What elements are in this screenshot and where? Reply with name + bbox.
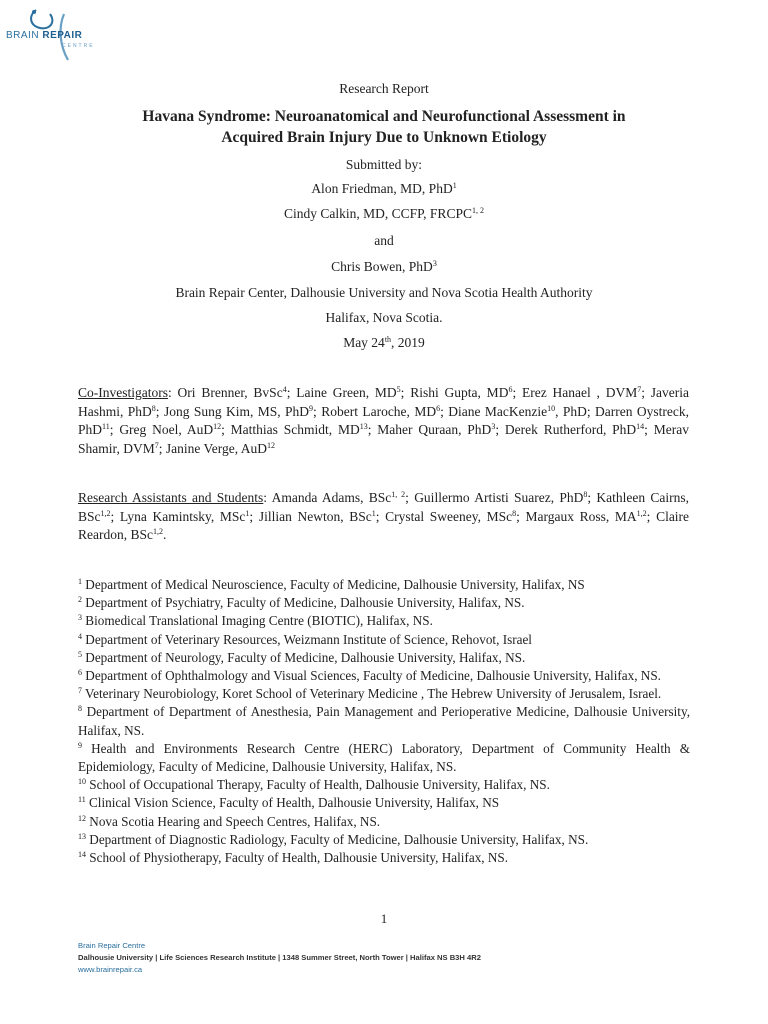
co-investigator-affil: 5 xyxy=(396,385,401,394)
affiliation-text: Department of Department of Anesthesia, Pain Management and Perioperative Medicine, Dalhousie University, Halifax, NS. xyxy=(78,704,690,738)
page-number: 1 xyxy=(380,911,388,926)
research-assistant-affil: 1,2 xyxy=(153,527,163,536)
affiliation-item xyxy=(78,776,690,794)
research-assistant-affil: 1 xyxy=(245,508,250,518)
logo-word-brain: BRAIN xyxy=(6,30,40,41)
affiliation-item xyxy=(78,685,690,703)
affiliation-number: 3 xyxy=(78,613,82,623)
co-investigator-affil: 12 xyxy=(213,422,222,431)
footer-org: Brain Repair Centre xyxy=(78,941,146,950)
affiliation-number: 8 xyxy=(78,704,82,714)
affiliation-item xyxy=(78,831,690,849)
co-investigator-name: Ori Brenner, BvSc xyxy=(177,385,283,400)
affiliation-number: 7 xyxy=(78,686,82,696)
report-date xyxy=(0,335,768,351)
date-year: , 2019 xyxy=(391,335,425,350)
affiliation-number: 11 xyxy=(78,795,86,805)
co-investigators-paragraph: Co-Investigators: Ori Brenner, BvSc$^4$; Laine Green, $MD^5$; Rishi Gupta, $MD^6$; Erez Hanael , DVM$^7$; Javeria Hashmi, PhD$^8$; Jong Sung Kim, MS, PhD$^9$; Robert Laroche, $MD^6$; Diane MacKenzie$^{10}$, PhD; Darren Oystreck, PhD$^{11}$; Greg Noel, AuD$^{12}$; Matthias Schmidt, MD$^{13}$; Maher Quraan, PhD$^3$; Derek Rutherford, PhD$^{14}$; Merav Shamir, DVM$^7$; Janine Verge, AuD$^{12}$ xyxy=(78,385,690,456)
affiliation-number: 4 xyxy=(78,631,82,641)
affiliation-item xyxy=(78,703,690,739)
co-investigator-name: Javeria Hashmi, PhD xyxy=(78,385,690,419)
co-investigator-affil: 7 xyxy=(154,440,159,450)
page-footer xyxy=(78,940,481,976)
research-assistant-name: Amanda Adams, BSc xyxy=(271,490,392,505)
co-investigator-name: Robert Laroche, MD xyxy=(321,403,437,419)
author-2-affil: 1, 2 xyxy=(471,206,484,215)
co-investigator-affil: 12 xyxy=(266,440,275,450)
brain-repair-logo xyxy=(6,6,102,62)
research-assistant-name: Claire Reardon, BSc xyxy=(78,508,690,542)
author-3-name: Chris Bowen, PhD xyxy=(331,259,433,274)
affiliation-item xyxy=(78,794,690,812)
research-assistant-affil: 1, 2 xyxy=(391,490,406,499)
affiliation-text: Department of Ophthalmology and Visual Sciences, Faculty of Medicine, Dalhousie University, Halifax, NS. xyxy=(82,668,661,684)
affiliation-item xyxy=(78,631,690,649)
affiliation-number: 9 xyxy=(78,740,82,750)
co-investigator-name: Derek Rutherford, PhD xyxy=(504,422,637,437)
affiliation-number: 5 xyxy=(78,649,82,659)
institution: Brain Repair Center, Dalhousie University and Nova Scotia Health Authority xyxy=(175,285,593,300)
affiliation-text: School of Physiotherapy, Faculty of Health, Dalhousie University, Halifax, NS. xyxy=(86,850,509,866)
affiliation-item xyxy=(78,849,690,867)
co-investigator-affil: 11 xyxy=(102,422,110,431)
affiliation-number: 13 xyxy=(78,831,86,841)
affiliation-item xyxy=(78,576,690,594)
author-1 xyxy=(0,181,768,197)
co-investigator-affil: 7 xyxy=(637,385,642,394)
research-assistant-affil: 1,2 xyxy=(636,508,647,518)
and-connector: and xyxy=(374,233,394,248)
submitted-by-label: Submitted by: xyxy=(345,157,423,172)
research-assistants-paragraph: Research Assistants and Students: Amanda Adams, BSc$^{1, 2}$; Guillermo Artisti Suarez, PhD$^8$; Kathleen Cairns, BSc$^{1,2}$; Lyna Kamintsky, MSc$^1$; Jillian Newton, BSc$^1$; Crystal Sweeney, MSc$^8$; Margaux Ross, MA$^{1,2}$; Claire Reardon, BSc$^{1,2}$. xyxy=(78,490,690,542)
co-investigator-name: Matthias Schmidt, MD xyxy=(230,422,360,437)
co-investigator-name: Greg Noel, AuD xyxy=(119,422,214,437)
affiliation-item xyxy=(78,813,690,831)
affiliation-number: 2 xyxy=(78,595,82,605)
report-title-line2: Acquired Brain Injury Due to Unknown Etiology xyxy=(221,129,547,146)
footer-website[interactable]: www.brainrepair.ca xyxy=(78,965,143,974)
logo-wordmark xyxy=(6,30,102,41)
co-investigator-affil: 6 xyxy=(436,403,441,413)
affiliation-text: Department of Veterinary Resources, Weizmann Institute of Science, Rehovot, Israel xyxy=(82,631,532,647)
affiliation-item xyxy=(78,649,690,667)
author-1-affil: 1 xyxy=(452,181,457,190)
date-ordinal: th xyxy=(384,335,392,344)
affiliation-item xyxy=(78,667,690,685)
co-investigator-name: Darren Oystreck, PhD xyxy=(78,403,689,437)
co-investigators-label: Co-Investigators xyxy=(78,385,168,400)
research-assistant-name: Lyna Kamintsky, MSc xyxy=(119,508,246,524)
affiliation-item xyxy=(78,612,690,630)
research-assistant-name: Jillian Newton, BSc xyxy=(258,508,372,524)
author-3 xyxy=(0,259,768,275)
co-investigator-affil: 3 xyxy=(491,422,496,431)
affiliation-number: 1 xyxy=(78,577,82,586)
affiliation-text: School of Occupational Therapy, Faculty of Health, Dalhousie University, Halifax, NS. xyxy=(86,777,550,793)
co-investigator-affil: 8 xyxy=(151,403,156,413)
author-2-name: Cindy Calkin, MD, CCFP, FRCPC xyxy=(284,206,472,221)
research-assistant-affil: 1 xyxy=(371,508,376,518)
affiliation-text: Department of Diagnostic Radiology, Faculty of Medicine, Dalhousie University, Halifax, NS. xyxy=(86,831,589,847)
co-investigator-name: Merav Shamir, DVM xyxy=(78,422,689,456)
logo-word-repair: REPAIR xyxy=(42,30,83,41)
report-title-line1: Havana Syndrome: Neuroanatomical and Neurofunctional Assessment in xyxy=(142,108,626,125)
affiliation-text: Veterinary Neurobiology, Koret School of Veterinary Medicine , The Hebrew University of Jerusalem, Israel. xyxy=(82,686,662,702)
author-1-name: Alon Friedman, MD, PhD xyxy=(311,181,453,196)
affiliation-number: 14 xyxy=(78,850,86,860)
co-investigator-name: Maher Quraan, PhD xyxy=(377,422,492,437)
co-investigator-degree: , PhD xyxy=(555,403,587,419)
research-assistant-affil: 8 xyxy=(512,508,517,518)
affiliation-text: Department of Medical Neuroscience, Faculty of Medicine, Dalhousie University, Halifax, NS xyxy=(82,577,585,592)
affiliations-list xyxy=(78,576,690,867)
affiliation-text: Nova Scotia Hearing and Speech Centres, Halifax, NS. xyxy=(86,813,381,829)
research-assistant-affil: 8 xyxy=(583,490,588,499)
affiliation-text: Department of Psychiatry, Faculty of Medicine, Dalhousie University, Halifax, NS. xyxy=(82,595,525,611)
research-assistants-label: Research Assistants and Students xyxy=(78,490,264,505)
affiliation-item xyxy=(78,740,690,776)
co-investigator-name: Rishi Gupta, MD xyxy=(410,385,509,400)
co-investigator-affil: 6 xyxy=(508,385,513,394)
affiliation-number: 10 xyxy=(78,777,86,787)
date-month-day: May 24 xyxy=(343,335,385,350)
affiliation-item xyxy=(78,594,690,612)
affiliation-text: Biomedical Translational Imaging Centre (BIOTIC), Halifax, NS. xyxy=(82,613,433,629)
research-assistant-name: Margaux Ross, MA xyxy=(525,508,637,524)
author-3-affil: 3 xyxy=(432,259,437,268)
co-investigator-name: Jong Sung Kim, MS, PhD xyxy=(163,403,310,419)
author-2 xyxy=(0,206,768,222)
co-investigator-name: Laine Green, MD xyxy=(296,385,397,400)
co-investigator-affil: 4 xyxy=(282,385,287,394)
location: Halifax, Nova Scotia. xyxy=(325,310,443,325)
affiliation-text: Clinical Vision Science, Faculty of Health, Dalhousie University, Halifax, NS xyxy=(85,795,500,811)
logo-subtitle: CENTRE xyxy=(62,43,95,49)
co-investigator-affil: 13 xyxy=(359,422,368,431)
affiliation-text: Department of Neurology, Faculty of Medicine, Dalhousie University, Halifax, NS. xyxy=(82,649,526,665)
co-investigator-name: Erez Hanael , DVM xyxy=(522,385,638,400)
co-investigator-affil: 14 xyxy=(636,422,645,431)
research-assistant-affil: 1,2 xyxy=(100,508,111,518)
co-investigator-name: Janine Verge, AuD xyxy=(165,440,267,456)
research-assistant-name: Crystal Sweeney, MSc xyxy=(385,508,513,524)
co-investigator-affil: 9 xyxy=(309,403,314,413)
affiliation-text: Health and Environments Research Centre (HERC) Laboratory, Department of Community Health & Epidemiology, Faculty of Medicine, Dalhousie University, Halifax, NS. xyxy=(78,740,690,775)
research-assistant-name: Kathleen Cairns, BSc xyxy=(78,490,690,524)
co-investigator-affil: 10 xyxy=(547,403,556,413)
footer-address: Dalhousie University | Life Sciences Research Institute | 1348 Summer Street, North Tower | Halifax NS B3H 4R2 xyxy=(78,953,481,962)
report-type: Research Report xyxy=(339,81,429,96)
affiliation-number: 12 xyxy=(78,813,86,823)
affiliation-number: 6 xyxy=(78,668,82,678)
research-assistant-name: Guillermo Artisti Suarez, PhD xyxy=(414,490,584,505)
co-investigator-name: Diane MacKenzie xyxy=(448,403,548,419)
